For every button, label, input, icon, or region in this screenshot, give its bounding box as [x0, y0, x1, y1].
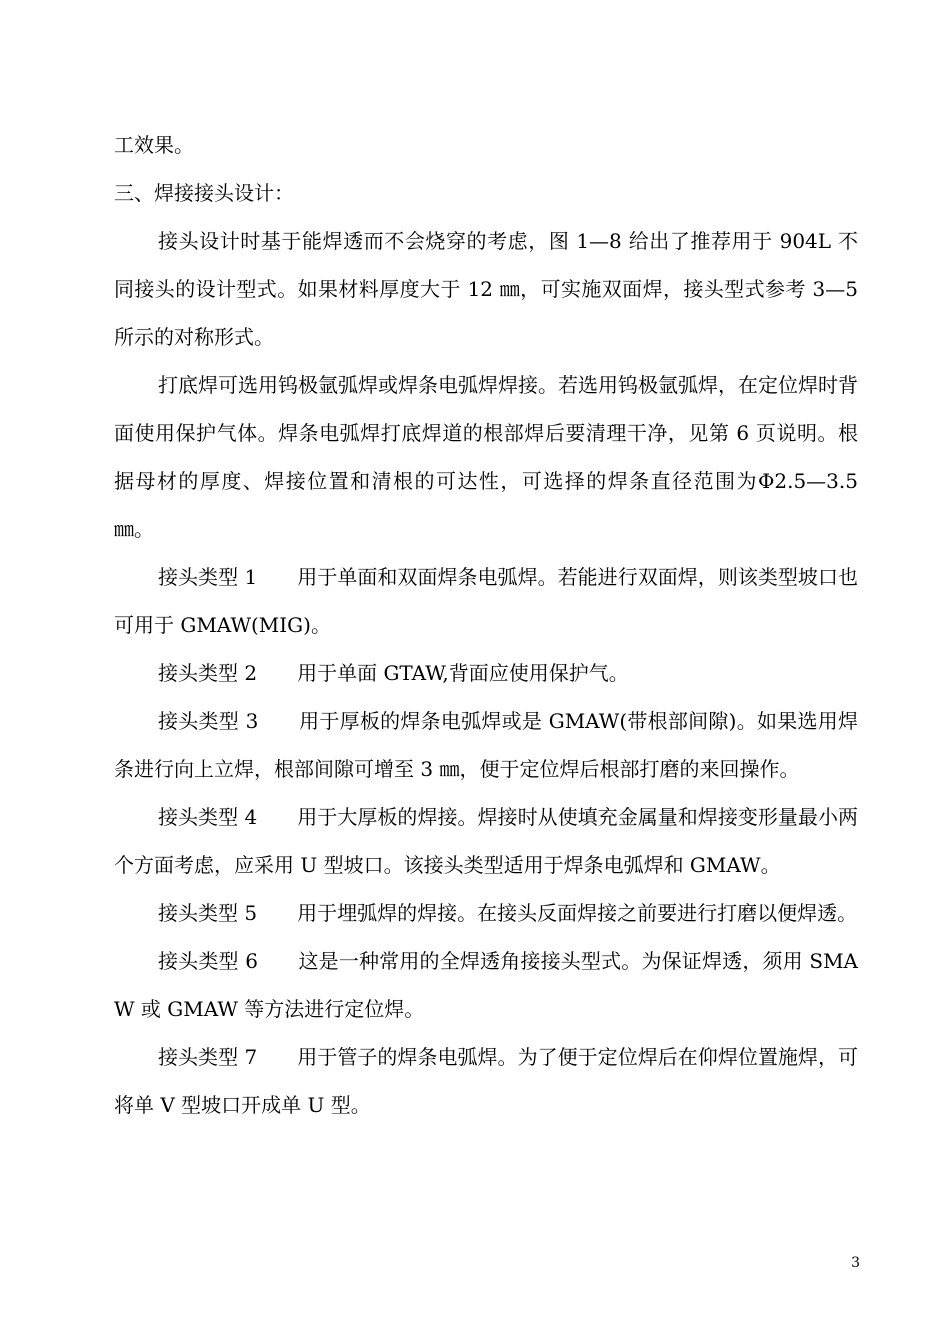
paragraph-joint-type-6: 接头类型 6 这是一种常用的全焊透角接接头型式。为保证焊透，须用 SMAW 或 GMAW 等方法进行定位焊。 — [114, 949, 858, 1021]
paragraph-joint-type-1: 接头类型 1 用于单面和双面焊条电弧焊。若能进行双面焊，则该类型坡口也可用于 GMAW(MIG)。 — [114, 565, 858, 637]
page-number: 3 — [851, 1255, 860, 1271]
paragraph-joint-design-intro: 接头设计时基于能焊透而不会烧穿的考虑，图 1—8 给出了推荐用于 904L 不同接头的设计型式。如果材料厚度大于 12 ㎜，可实施双面焊，接头型式参考 3—5 所示的对称形式。 — [114, 229, 858, 349]
paragraph-joint-type-7: 接头类型 7 用于管子的焊条电弧焊。为了便于定位焊后在仰焊位置施焊，可将单 V 型坡口开成单 U 型。 — [114, 1045, 858, 1117]
paragraph-joint-type-2: 接头类型 2 用于单面 GTAW,背面应使用保护气。 — [158, 661, 629, 685]
paragraph-continuation: 工效果。 — [114, 133, 194, 157]
section-heading-joint-design: 三、焊接接头设计： — [114, 181, 294, 205]
paragraph-joint-type-4: 接头类型 4 用于大厚板的焊接。焊接时从使填充金属量和焊接变形量最小两个方面考虑，应采用 U 型坡口。该接头类型适用于焊条电弧焊和 GMAW。 — [114, 805, 858, 877]
paragraph-joint-type-5: 接头类型 5 用于埋弧焊的焊接。在接头反面焊接之前要进行打磨以便焊透。 — [158, 901, 858, 925]
paragraph-root-welding: 打底焊可选用钨极氩弧焊或焊条电弧焊焊接。若选用钨极氩弧焊，在定位焊时背面使用保护气体。焊条电弧焊打底焊道的根部焊后要清理干净，见第 6 页说明。根据母材的厚度、焊接位置和清根的可达性，可选择的焊条直径范围为Φ2.5—3.5 ㎜。 — [114, 373, 858, 541]
document-body — [114, 121, 858, 1129]
paragraph-joint-type-3: 接头类型 3 用于厚板的焊条电弧焊或是 GMAW(带根部间隙)。如果选用焊条进行向上立焊，根部间隙可增至 3 ㎜，便于定位焊后根部打磨的来回操作。 — [114, 709, 858, 781]
